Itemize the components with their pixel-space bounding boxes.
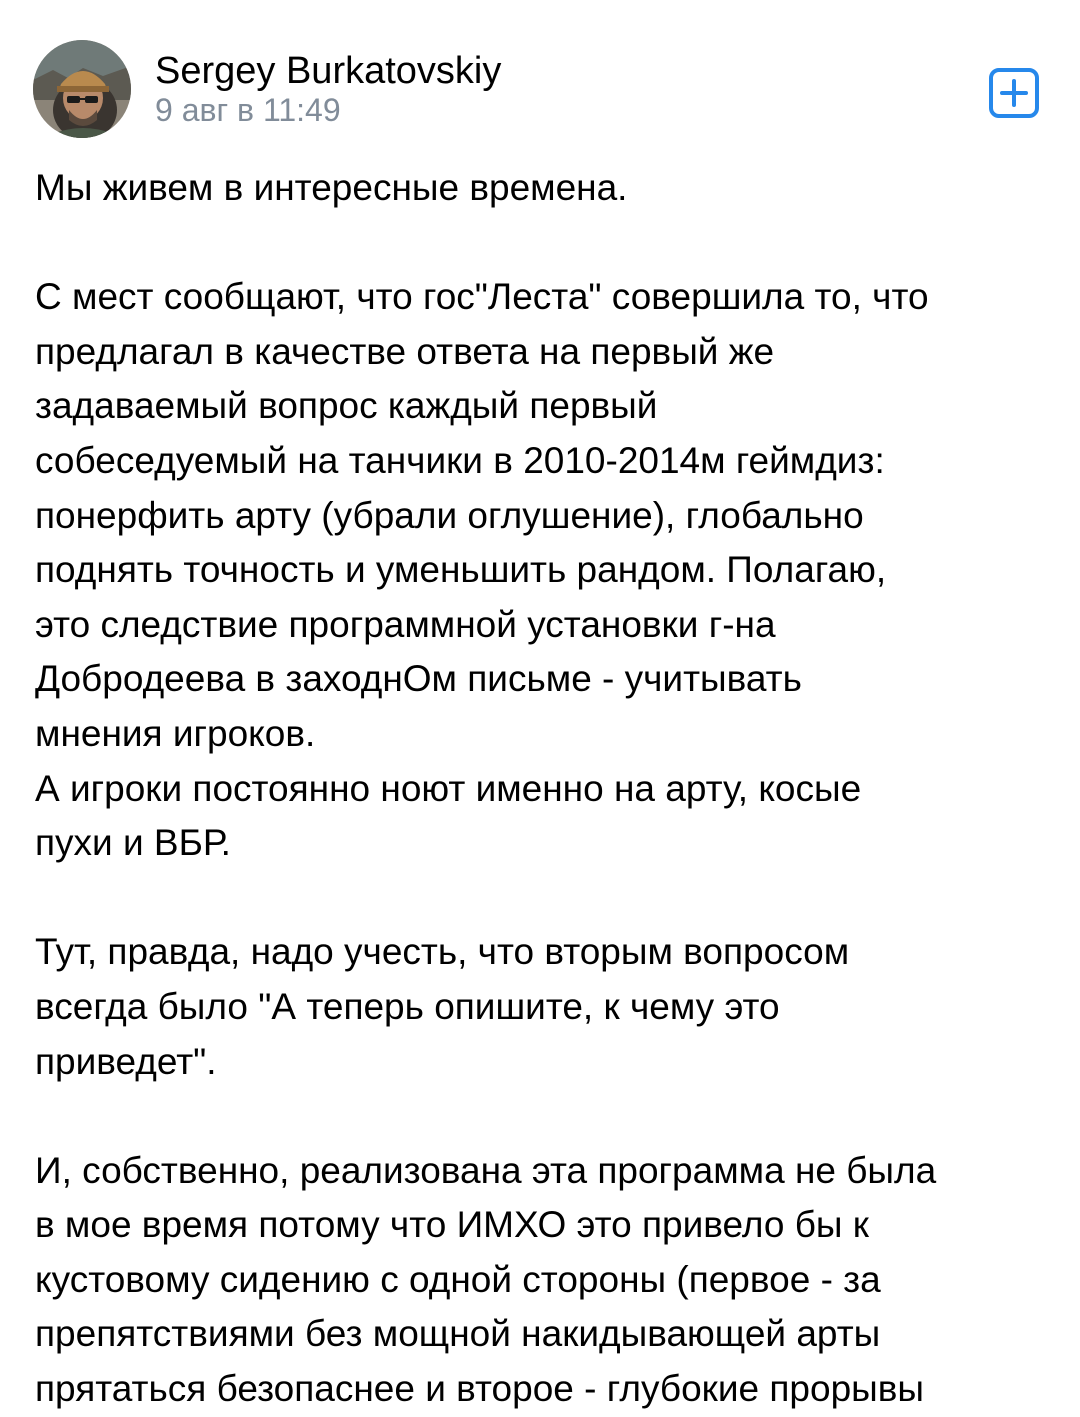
post-text-line: приведет". [35,1040,217,1082]
author-avatar[interactable] [33,40,131,138]
paragraph-gap [35,1089,1075,1144]
post-timestamp[interactable]: 9 авг в 11:49 [155,92,341,128]
post-text-line: это следствие программной установки г-на [35,603,776,645]
post-text-line: Добродеева в заходнОм письме - учитывать [35,658,802,700]
paragraph-gap [35,871,1075,926]
post-text-line: мнения игроков. [35,712,316,754]
post-text-line: кустовому сидению с одной стороны (первое - за [35,1258,881,1300]
post-text-line: препятствиями без мощной накидывающей арты [35,1313,881,1355]
post-text-line: поднять точность и уменьшить рандом. Полагаю, [35,549,887,591]
post-text-line: пухи и ВБР. [35,822,231,864]
post-text-line: в мое время потому что ИМХО это привело бы к [35,1204,869,1246]
post-text-line: собеседуемый на танчики в 2010-2014м геймдиз: [35,439,885,481]
post-text-line: предлагал в качестве ответа на первый же [35,330,775,372]
post-text-line: прятаться безопаснее и второе - глубокие прорывы [35,1368,925,1410]
post-text-line: задаваемый вопрос каждый первый [35,385,658,427]
post-text-line: Мы живем в интересные времена. [35,167,628,208]
post-text-line: И, собственно, реализована эта программа не была [35,1149,937,1191]
plus-square-icon [987,66,1041,120]
paragraph-gap [35,216,1075,271]
post-text-line: понерфить арту (убрали оглушение), глобально [35,494,864,536]
subscribe-button[interactable] [987,66,1041,120]
post-text-line: Тут, правда, надо учесть, что вторым вопросом [35,931,850,973]
post-text [35,161,1075,1417]
avatar-photo [33,40,131,138]
post-text-line: А игроки постоянно ноют именно на арту, косые [35,767,862,809]
post-text-line: всегда было "А теперь опишите, к чему это [35,985,780,1027]
post-text-line: С мест сообщают, что гос"Леста" совершила то, что [35,276,929,318]
post-header [0,0,1080,160]
author-name[interactable]: Sergey Burkatovskiy [155,50,502,92]
